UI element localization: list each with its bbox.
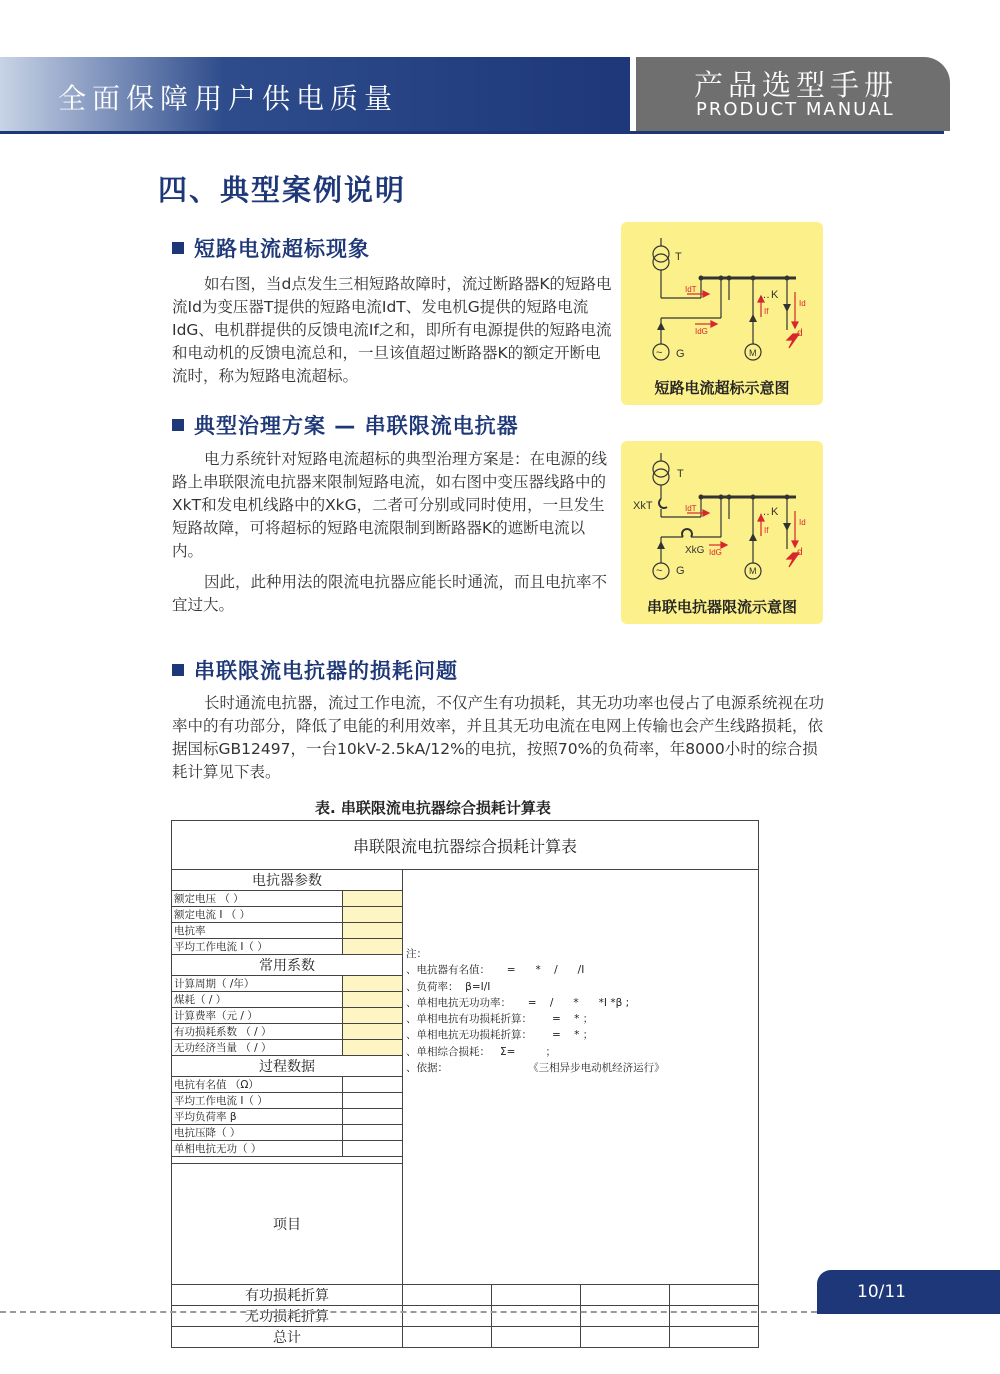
result-cell (403, 1306, 492, 1327)
result-cell (670, 1285, 759, 1306)
result-cell (403, 1285, 492, 1306)
circuit-schematic-2 (621, 441, 823, 591)
coef-value-cell[interactable] (343, 1024, 403, 1040)
short-circuit-diagram (621, 222, 823, 405)
param-value-cell[interactable] (343, 891, 403, 907)
diagram-2-caption: 串联电抗器限流示意图 (646, 598, 797, 616)
param-value-cell[interactable] (343, 923, 403, 939)
item-column-header: 项目 (172, 1164, 403, 1285)
note-line: 、负荷率： β=I/I (406, 980, 491, 993)
ac-source-icon: ~ (656, 565, 663, 577)
section-title-3: 串联限流电抗器的损耗问题 (172, 655, 458, 685)
header-right-panel (630, 57, 950, 131)
coef-value-cell[interactable] (343, 992, 403, 1008)
note-line: 、依据： 《三相异步电动机经济运行》 (406, 1062, 665, 1075)
process-value-cell (343, 1093, 403, 1109)
section-2-paragraph-2: 因此，此种用法的限流电抗器应能长时通流，而且电抗率不宜过大。 (172, 573, 608, 614)
param-label: 额定电压 （ ） (172, 891, 343, 907)
note-line: 、单相电抗有功损耗折算： = * ； (406, 1013, 594, 1026)
header-banner (0, 57, 640, 131)
table-title: 串联限流电抗器综合损耗计算表 (172, 821, 759, 870)
label-idt: IdT (685, 285, 697, 294)
result-cell (403, 1327, 492, 1348)
series-reactor-diagram (621, 441, 823, 624)
label-idg: IdG (695, 327, 708, 336)
label-generator-g: G (676, 348, 685, 360)
coef-value-cell[interactable] (343, 976, 403, 992)
bullet-square-icon (172, 242, 184, 254)
group-header-common-coefficients: 常用系数 (172, 955, 403, 976)
section-1-paragraph: 如右图，当d点发生三相短路故障时，流过断路器K的短路电流Id为变压器T提供的短路电流IdT、发电机G提供的短路电流IdG、电机群提供的反馈电流If之和，即所有电源提供的短路电流和电动机的反馈电流总和，一旦该值超过断路器K的额定开断电流时，称为短路电流超标。 (172, 275, 612, 385)
bullet-square-icon (172, 664, 184, 676)
process-value-cell (343, 1125, 403, 1141)
circuit-schematic-1 (621, 222, 823, 372)
process-value-cell (343, 1077, 403, 1093)
process-value-cell (343, 1141, 403, 1157)
process-label: 电抗有名值 （Ω） (172, 1077, 343, 1093)
param-value-cell[interactable] (343, 907, 403, 923)
row-label-reactive: 无功损耗折算 (172, 1306, 403, 1327)
process-label: 平均负荷率 β (172, 1109, 343, 1125)
coef-label: 计算费率（元 / ） (172, 1008, 343, 1024)
label-fault-d: d (797, 328, 803, 339)
page-heading: 四、典型案例说明 (158, 173, 407, 207)
section-title-1: 短路电流超标现象 (172, 233, 370, 263)
result-cell (492, 1327, 581, 1348)
header-left-title: 全面保障用户供电质量 (58, 82, 399, 115)
ac-source-icon: ~ (656, 347, 663, 359)
label-ellipsis: … (759, 289, 770, 301)
label-transformer-t: T (677, 468, 684, 480)
page-number: 10/11 (857, 1282, 906, 1302)
label-idg: IdG (709, 548, 722, 557)
footer-dashed-line (0, 1311, 817, 1313)
result-cell (581, 1285, 670, 1306)
result-cell (492, 1306, 581, 1327)
coef-label: 煤耗（ / ） (172, 992, 343, 1008)
label-xkg: XkG (685, 545, 705, 556)
process-label: 单相电抗无功（ ） (172, 1141, 343, 1157)
section-title-2: 典型治理方案 — 串联限流电抗器 (172, 410, 519, 440)
header-divider (0, 131, 944, 134)
loss-calculation-table (171, 820, 759, 1348)
label-breaker-k: K (771, 289, 779, 301)
note-line: 注： (406, 948, 427, 960)
label-fault-d: d (797, 547, 803, 558)
result-cell (581, 1327, 670, 1348)
group-header-reactor-params: 电抗器参数 (172, 870, 403, 891)
coef-label: 无功经济当量 （ / ） (172, 1040, 343, 1056)
spacer-cell (172, 1157, 403, 1164)
group-header-process-data: 过程数据 (172, 1056, 403, 1077)
table-caption: 表. 串联限流电抗器综合损耗计算表 (315, 799, 551, 817)
param-label: 平均工作电流 I（ ） (172, 939, 343, 955)
row-label-active: 有功损耗折算 (172, 1285, 403, 1306)
label-transformer-t: T (675, 251, 682, 263)
coef-label: 有功损耗系数 （ / ） (172, 1024, 343, 1040)
notes-cell (403, 870, 759, 1285)
result-cell (492, 1285, 581, 1306)
diagram-1-caption: 短路电流超标示意图 (654, 379, 790, 397)
label-motor-m: M (749, 566, 757, 576)
label-xkt: XkT (633, 500, 653, 512)
label-if: If (764, 526, 769, 535)
row-label-total: 总计 (172, 1327, 403, 1348)
note-line: 、单相电抗无功损耗折算： = * ； (406, 1029, 594, 1042)
label-breaker-k: K (771, 506, 779, 518)
param-label: 额定电流 I （ ） (172, 907, 343, 923)
note-line: 、单相综合损耗： Σ= ； (406, 1045, 556, 1058)
manual-title-cn: 产品选型手册 (694, 68, 899, 102)
label-if: If (764, 307, 769, 316)
label-id: Id (799, 299, 806, 308)
manual-title-en: PRODUCT MANUAL (696, 99, 895, 120)
note-line: 、单相电抗无功功率： = / * *I *β ; (406, 996, 630, 1009)
label-idt: IdT (685, 504, 697, 513)
section-2-paragraph-1: 电力系统针对短路电流超标的典型治理方案是：在电源的线路上串联限流电抗器来限制短路电流，如右图中变压器线路中的XkT和发电机线路中的XkG，二者可分别或同时使用，一旦发生短路故障，可将超标的短路电流限制到断路器K的遮断电流以内。 (172, 450, 608, 560)
process-label: 电抗压降（ ） (172, 1125, 343, 1141)
section-3-paragraph: 长时通流电抗器，流过工作电流，不仅产生有功损耗，其无功功率也侵占了电源系统视在功率中的有功部分，降低了电能的利用效率，并且其无功电流在电网上传输也会产生线路损耗，依据国标GB12497，一台10kV-2.5kA/12%的电抗，按照70%的负荷率，年8000小时的综合损耗计算见下表。 (172, 694, 825, 781)
result-cell (670, 1327, 759, 1348)
page-number-tab (817, 1270, 1000, 1314)
note-line: 、电抗器有名值： = * / /I (406, 964, 585, 977)
label-generator-g: G (676, 565, 685, 577)
bullet-square-icon (172, 419, 184, 431)
process-label: 平均工作电流 I（ ） (172, 1093, 343, 1109)
param-value-cell[interactable] (343, 939, 403, 955)
label-motor-m: M (749, 348, 757, 358)
label-ellipsis: … (759, 506, 770, 518)
param-label: 电抗率 (172, 923, 343, 939)
result-cell (581, 1306, 670, 1327)
process-value-cell (343, 1109, 403, 1125)
result-cell (670, 1306, 759, 1327)
label-id: Id (799, 518, 806, 527)
coef-value-cell[interactable] (343, 1008, 403, 1024)
coef-value-cell[interactable] (343, 1040, 403, 1056)
coef-label: 计算周期（ /年） (172, 976, 343, 992)
